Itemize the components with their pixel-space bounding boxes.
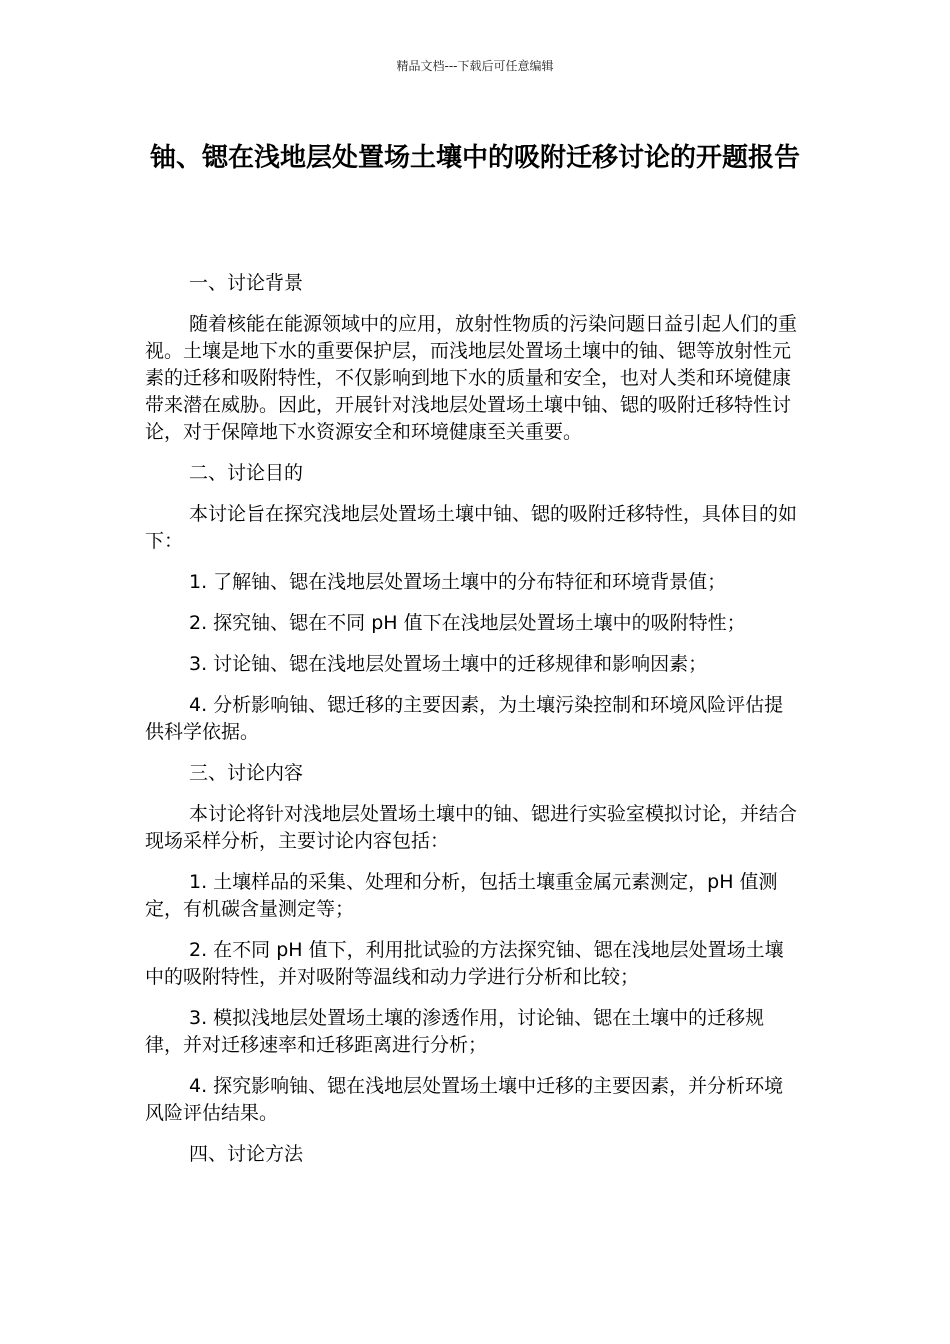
section-heading: 一、讨论背景 [189, 272, 304, 294]
list-item: 4. 探究影响铀、锶在浅地层处置场土壤中迁移的主要因素，并分析环境风险评估结果。 [145, 1075, 784, 1124]
list-item: 3. 模拟浅地层处置场土壤的渗透作用，讨论铀、锶在土壤中的迁移规律，并对迁移速率和迁移距离进行分析； [145, 1007, 765, 1056]
section-heading: 四、讨论方法 [189, 1143, 304, 1165]
section-heading: 三、讨论内容 [189, 762, 304, 784]
list-item: 1. 土壤样品的采集、处理和分析，包括土壤重金属元素测定，pH 值测定，有机碳含量测定等； [145, 871, 778, 920]
list-item: 3. 讨论铀、锶在浅地层处置场土壤中的迁移规律和影响因素； [189, 653, 708, 675]
document-body [145, 270, 800, 1182]
section-method [145, 1141, 800, 1168]
page-header: 精品文档---下载后可任意编辑 [396, 59, 554, 73]
list-item: 4. 分析影响铀、锶迁移的主要因素，为土壤污染控制和环境风险评估提供科学依据。 [145, 694, 784, 743]
document-title: 铀、锶在浅地层处置场土壤中的吸附迁移讨论的开题报告 [149, 143, 800, 173]
list-item: 2. 在不同 pH 值下，利用批试验的方法探究铀、锶在浅地层处置场土壤中的吸附特性，并对吸附等温线和动力学进行分析和比较； [145, 939, 784, 988]
section-purpose [145, 460, 800, 746]
section-heading: 二、讨论目的 [189, 462, 304, 484]
paragraph: 本讨论旨在探究浅地层处置场土壤中铀、锶的吸附迁移特性，具体目的如下： [145, 503, 798, 552]
list-item: 2. 探究铀、锶在不同 pH 值下在浅地层处置场土壤中的吸附特性； [189, 612, 746, 634]
paragraph: 随着核能在能源领域中的应用，放射性物质的污染问题日益引起人们的重视。土壤是地下水的重要保护层，而浅地层处置场土壤中的铀、锶等放射性元素的迁移和吸附特性，不仅影响到地下水的质量和安全，也对人类和环境健康带来潜在威胁。因此，开展针对浅地层处置场土壤中铀、锶的吸附迁移特性讨论，对于保障地下水资源安全和环境健康至关重要。 [145, 313, 798, 443]
paragraph: 本讨论将针对浅地层处置场土壤中的铀、锶进行实验室模拟讨论，并结合现场采样分析，主要讨论内容包括： [145, 803, 798, 852]
list-item: 1. 了解铀、锶在浅地层处置场土壤中的分布特征和环境背景值； [189, 571, 727, 593]
section-background [145, 270, 800, 446]
section-content [145, 760, 800, 1127]
